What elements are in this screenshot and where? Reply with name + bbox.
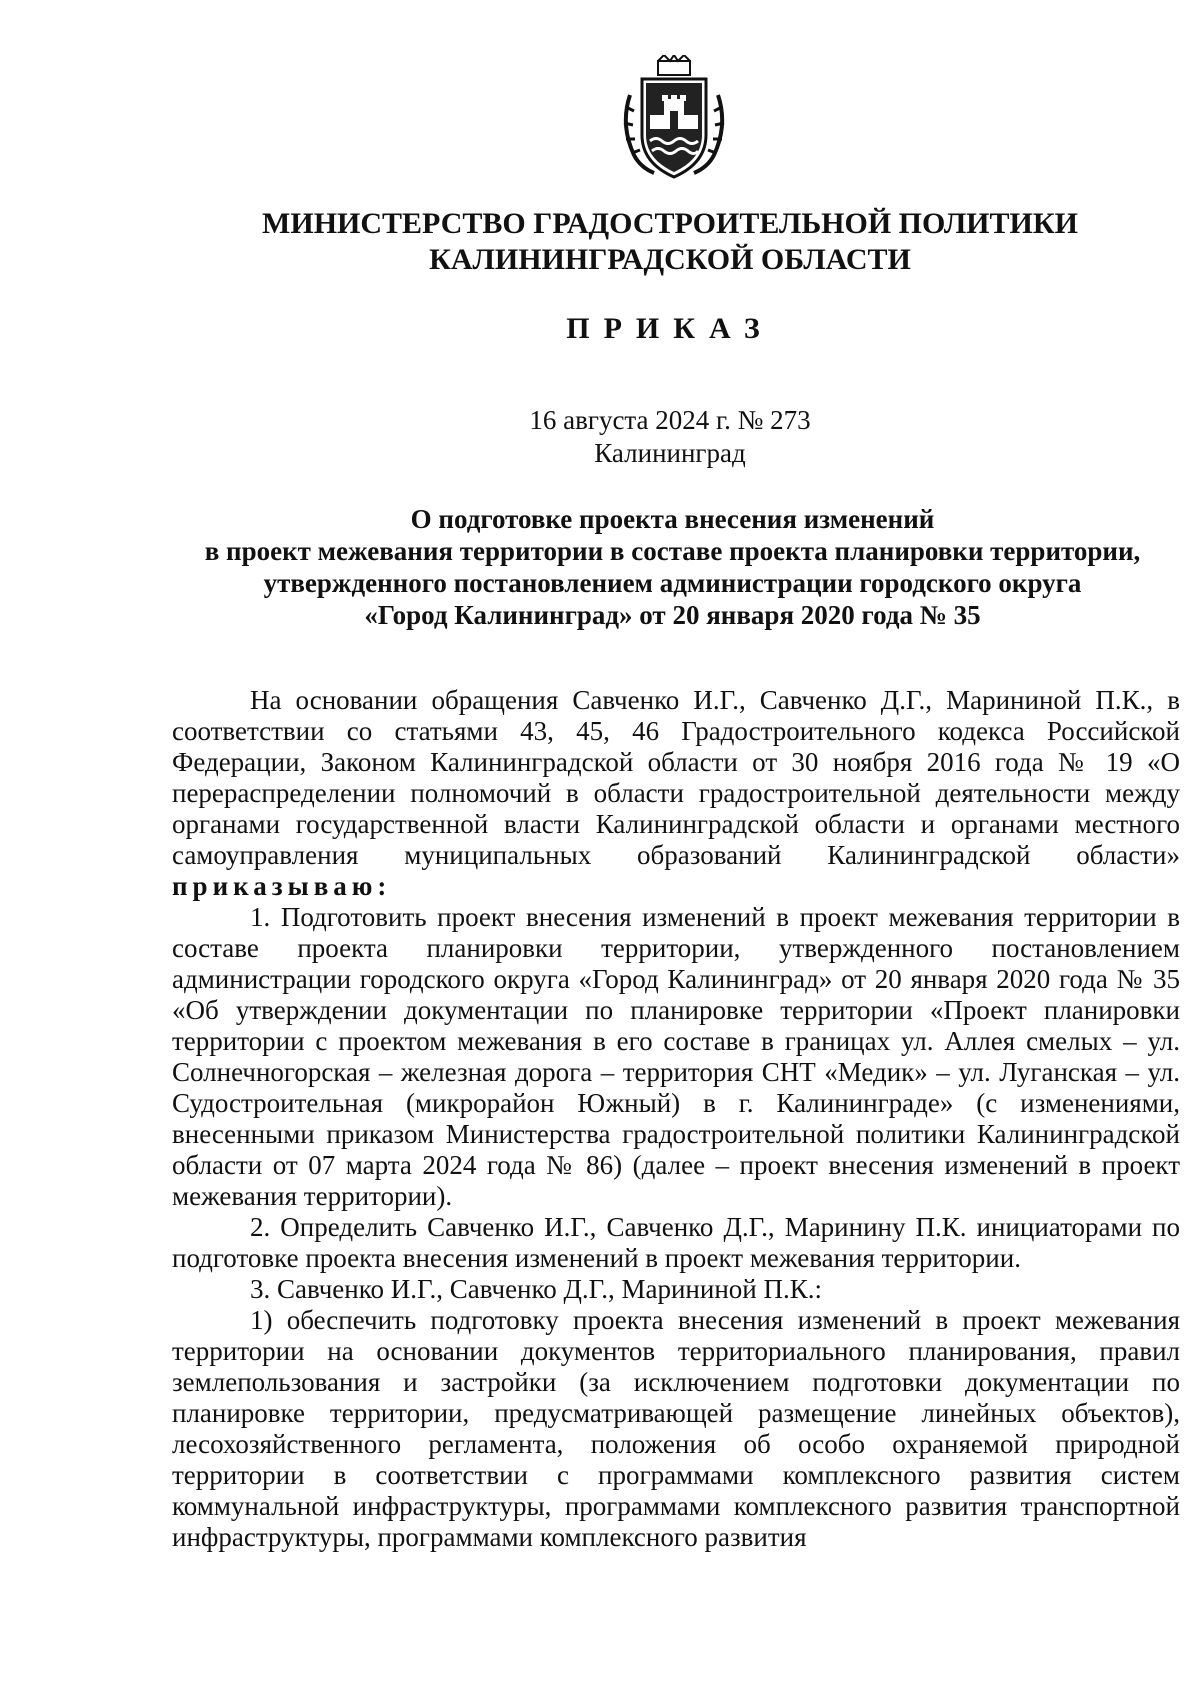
subject-line-3: утвержденного постановлением администрации городского округа [263, 568, 1082, 598]
order-subject [160, 503, 1185, 631]
document-type-title: ПРИКАЗ [566, 312, 774, 345]
date-and-place [0, 404, 1200, 470]
order-keyword: приказываю: [172, 871, 392, 901]
paragraph-2: 2. Определить Савченко И.Г., Савченко Д.Г., Маринину П.К. инициаторами по подготовке проекта внесения изменений в проект межевания территории. [172, 1212, 1180, 1273]
order-city: Калининград [594, 438, 746, 468]
ministry-name-line2: КАЛИНИНГРАДСКОЙ ОБЛАСТИ [429, 243, 911, 276]
paragraph-1: 1. Подготовить проект внесения изменений в проект межевания территории в составе проекта планировки территории, утвержденного постановлением администрации городского округа «Город Калининград» от 20 января 2020 года № 35 «Об утверждении документации по планировке территории «Проект планировки территории с проектом межевания в его составе в границах ул. Аллея смелых – ул. Солнечногорская – железная дорога – территория СНТ «Медик» – ул. Луганская – ул. Судостроительная (микрорайон Южный) в г. Калининграде» (с изменениями, внесенными приказом Министерства градостроительной политики Калининградской области от 07 марта 2024 года № 86) (далее – проект внесения изменений в проект межевания территории). [172, 902, 1180, 1211]
subject-line-2: в проект межевания территории в составе проекта планировки территории, [204, 536, 1141, 566]
order-date-number: 16 августа 2024 г. № 273 [529, 405, 811, 435]
paragraph-3-1: 1) обеспечить подготовку проекта внесения изменений в проект межевания территории на основании документов территориального планирования, правил землепользования и застройки (за исключением подготовки документации по планировке территории, предусматривающей размещение линейных объектов), лесохозяйственного регламента, положения об особо охраняемой природной территории в соответствии с программами комплексного развития систем коммунальной инфраструктуры, программами комплексного развития транспортной инфраструктуры, программами комплексного развития [172, 1305, 1180, 1552]
paragraph-3: 3. Савченко И.Г., Савченко Д.Г., Марининой П.К.: [250, 1274, 822, 1304]
ministry-name-line1: МИНИСТЕРСТВО ГРАДОСТРОИТЕЛЬНОЙ ПОЛИТИКИ [262, 207, 1078, 240]
ministry-name [0, 206, 1200, 278]
subject-line-1: О подготовке проекта внесения изменений [410, 504, 935, 534]
subject-line-4: «Город Калининград» от 20 января 2020 года № 35 [364, 600, 981, 630]
coat-of-arms-icon [620, 55, 728, 183]
preamble-paragraph [172, 685, 1180, 902]
preamble-text: На основании обращения Савченко И.Г., Савченко Д.Г., Марининой П.К., в соответствии со статьями 43, 45, 46 Градостроительного кодекса Российской Федерации, Законом Калининградской области от 30 ноября 2016 года № 19 «О перераспределении полномочий в области градостроительной деятельности между органами государственной власти Калининградской области и органами местного самоуправления муниципальных образований Калининградской области» [172, 685, 1180, 870]
order-body [172, 685, 1180, 1553]
